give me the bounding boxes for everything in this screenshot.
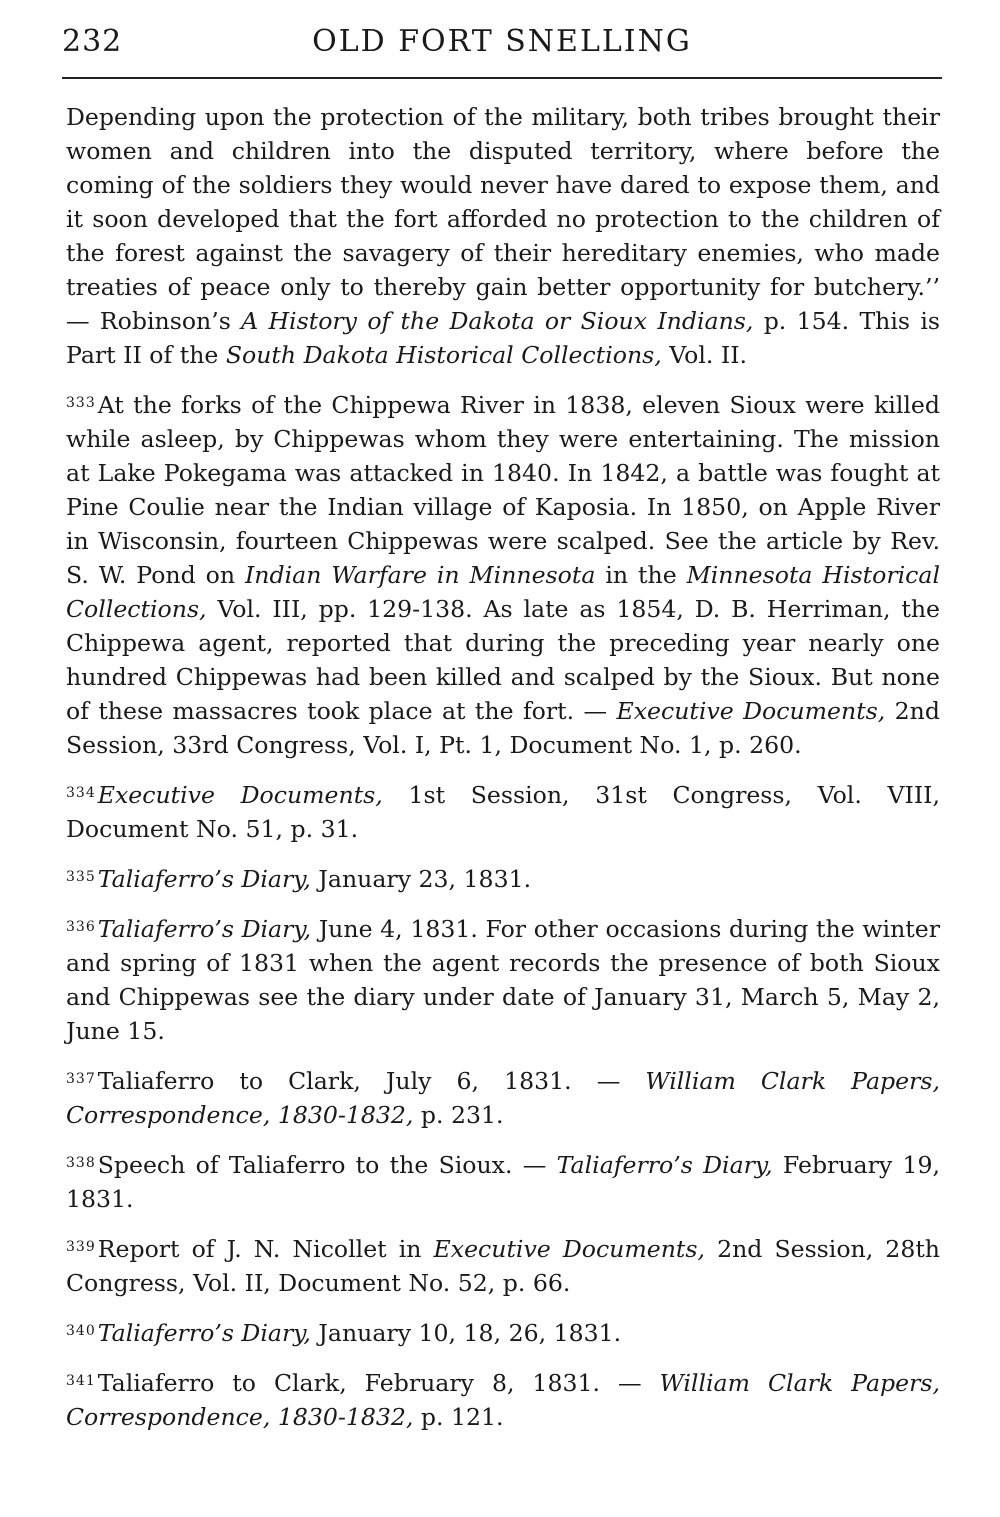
- footnote-334: [66, 776, 940, 846]
- footnote-number: 333: [66, 395, 96, 411]
- footnote-335: [66, 860, 940, 896]
- citation-title: Executive Documents,: [433, 1235, 705, 1263]
- footnote-text: p. 121.: [413, 1403, 504, 1431]
- footnote-text: Depending upon the protection of the military, both tribes brought their women and children into the disputed territory, where before the coming of the soldiers they would never have dared to expose them, and it soon developed that the fort afforded no protection to the children of the forest against the savagery of their hereditary enemies, who made treaties of peace only to thereby gain better opportunity for butchery.’’ — Robinson’s: [66, 103, 940, 335]
- footnote-text: January 10, 18, 26, 1831.: [310, 1319, 622, 1347]
- header-rule: [62, 77, 942, 79]
- footnote-number: 336: [66, 919, 96, 935]
- footnote-text: Report of J. N. Nicollet in: [97, 1235, 434, 1263]
- citation-title: A History of the Dakota or Sioux Indians,: [241, 307, 754, 335]
- footnote-text: Taliaferro to Clark, July 6, 1831. —: [97, 1067, 646, 1095]
- footnote-text: Taliaferro to Clark, February 8, 1831. —: [97, 1369, 660, 1397]
- citation-title: Minnesota Historical Collections,: [66, 561, 940, 623]
- footnote-text: At the forks of the Chippewa River in 1838, eleven Sioux were killed while asleep, by Chippewas whom they were entertaining. The mission at Lake Pokegama was attacked in 1840. In 1842, a battle was fought at Pine Coulie near the Indian village of Kaposia. In 1850, on Apple River in Wisconsin, fourteen Chippewas were scalped. See the article by Rev. S. W. Pond on: [66, 391, 940, 589]
- footnote-text: Vol. III, pp. 129-138. As late as 1854, D. B. Herriman, the Chippewa agent, reported that during the preceding year nearly one hundred Chippewas had been killed and scalped by the Sioux. But none of these massacres took place at the fort. —: [66, 595, 940, 725]
- citation-title: Taliaferro’s Diary,: [97, 865, 311, 893]
- footnote-number: 341: [66, 1373, 96, 1389]
- footnote-text: Vol. II.: [661, 341, 748, 369]
- citation-title: Taliaferro’s Diary,: [97, 1319, 311, 1347]
- citation-title: Executive Documents,: [97, 781, 383, 809]
- footnote-text: in the: [595, 561, 687, 589]
- footnote-text: January 23, 1831.: [310, 865, 532, 893]
- footnote-336: [66, 910, 940, 1048]
- citation-title: Indian Warfare in Minnesota: [244, 561, 596, 589]
- footnote-341: [66, 1364, 940, 1434]
- running-title: OLD FORT SNELLING: [312, 24, 692, 59]
- footnote-332-continuation: [66, 100, 940, 372]
- page-number: 232: [62, 24, 123, 59]
- footnote-text: 1st Session, 31st Congress, Vol. VIII, Document No. 51, p. 31.: [66, 781, 940, 843]
- citation-title: Executive Documents,: [616, 697, 886, 725]
- footnotes-body: [66, 100, 940, 1434]
- page-header: [62, 22, 942, 66]
- footnote-text: p. 231.: [413, 1101, 504, 1129]
- footnote-340: [66, 1314, 940, 1350]
- footnote-text: February 19, 1831.: [66, 1151, 940, 1213]
- footnote-number: 339: [66, 1239, 96, 1255]
- footnote-number: 340: [66, 1323, 96, 1339]
- citation-title: Taliaferro’s Diary,: [97, 915, 312, 943]
- footnote-number: 334: [66, 785, 96, 801]
- footnote-text: p. 154. This is Part II of the: [66, 307, 940, 369]
- citation-title: South Dakota Historical Collections,: [225, 341, 662, 369]
- footnote-number: 335: [66, 869, 96, 885]
- footnote-number: 337: [66, 1071, 96, 1087]
- footnote-338: [66, 1146, 940, 1216]
- footnote-333: [66, 386, 940, 762]
- footnote-text: 2nd Session, 33rd Congress, Vol. I, Pt. 1, Document No. 1, p. 260.: [66, 697, 940, 759]
- citation-title: William Clark Papers, Correspondence, 1830-1832,: [66, 1369, 941, 1431]
- footnote-337: [66, 1062, 940, 1132]
- citation-title: Taliaferro’s Diary,: [556, 1151, 773, 1179]
- footnote-text: 2nd Session, 28th Congress, Vol. II, Document No. 52, p. 66.: [66, 1235, 941, 1297]
- citation-title: William Clark Papers, Correspondence, 1830-1832,: [66, 1067, 941, 1129]
- footnote-number: 338: [66, 1155, 96, 1171]
- footnote-text: June 4, 1831. For other occasions during the winter and spring of 1831 when the agent records the presence of both Sioux and Chippewas see the diary under date of January 31, March 5, May 2, June 15.: [66, 915, 940, 1045]
- footnote-339: [66, 1230, 940, 1300]
- footnote-text: Speech of Taliaferro to the Sioux. —: [97, 1151, 557, 1179]
